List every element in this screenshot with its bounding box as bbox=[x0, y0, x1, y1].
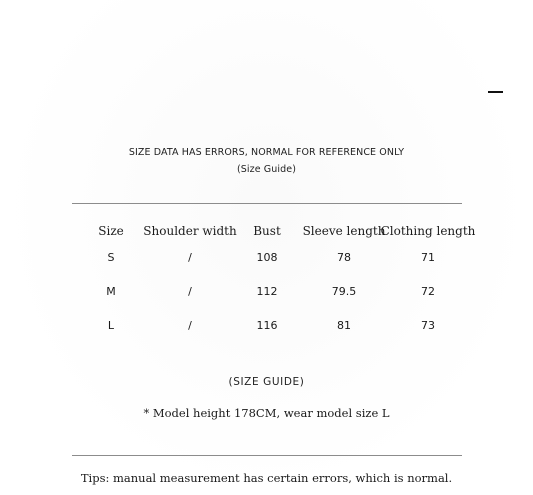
header-bust: Bust bbox=[253, 224, 281, 238]
cell-clothing-length: 72 bbox=[421, 285, 435, 298]
tips-text: Tips: manual measurement has certain errors, which is normal. bbox=[80, 471, 453, 485]
cell-bust: 108 bbox=[256, 251, 278, 264]
cell-size: L bbox=[107, 319, 115, 332]
cell-sleeve-length: 78 bbox=[337, 251, 351, 264]
disclaimer-text: SIZE DATA HAS ERRORS, NORMAL FOR REFERENCE ONLY bbox=[128, 147, 405, 158]
header-size: Size bbox=[98, 224, 124, 238]
cell-bust: 116 bbox=[256, 319, 278, 332]
cell-shoulder-width: / bbox=[188, 319, 192, 332]
cell-size: S bbox=[107, 251, 115, 264]
cell-shoulder-width: / bbox=[188, 285, 192, 298]
cell-sleeve-length: 79.5 bbox=[331, 285, 357, 298]
cell-clothing-length: 71 bbox=[421, 251, 435, 264]
header-clothing-length: Clothing length bbox=[380, 224, 476, 238]
size-guide-label: (SIZE GUIDE) bbox=[228, 376, 305, 388]
cell-clothing-length: 73 bbox=[421, 319, 435, 332]
model-note: * Model height 178CM, wear model size L bbox=[143, 406, 390, 420]
size-guide-subtitle: (Size Guide) bbox=[236, 164, 297, 175]
dash-mark bbox=[488, 91, 503, 93]
cell-size: M bbox=[106, 285, 116, 298]
top-divider bbox=[72, 203, 462, 204]
bottom-divider bbox=[72, 455, 462, 456]
cell-sleeve-length: 81 bbox=[337, 319, 351, 332]
header-sleeve-length: Sleeve length bbox=[302, 224, 386, 238]
cell-bust: 112 bbox=[256, 285, 278, 298]
cell-shoulder-width: / bbox=[188, 251, 192, 264]
header-shoulder-width: Shoulder width bbox=[143, 224, 237, 238]
